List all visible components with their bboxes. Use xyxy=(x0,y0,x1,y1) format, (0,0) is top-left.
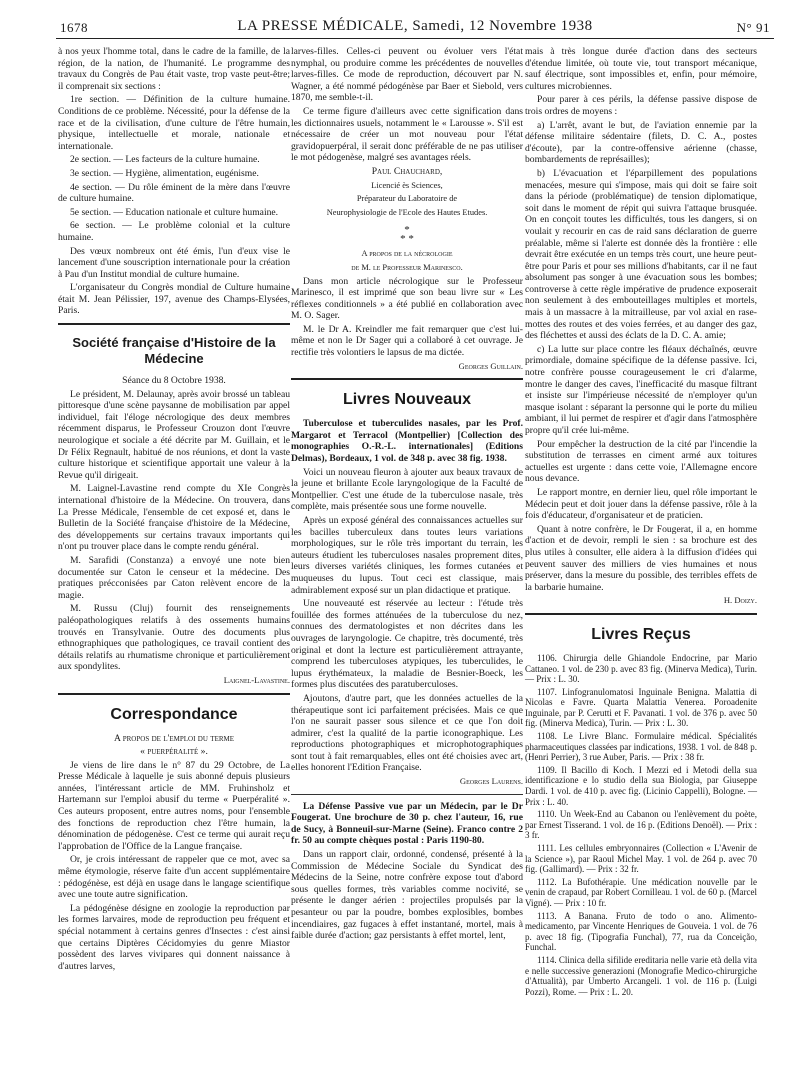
paragraph: M. Sarafidi (Constanza) a envoyé une note bien documentée sur Caton le censeur et la médecine. Des pratiques précconisées par Caton relèvent encore de la magie. xyxy=(58,554,290,601)
book-entry: 1110. Un Week-End au Cabanon ou l'enlèvement du poète, par Ernest Tisserand. 1 vol. de 16 p. (Editions Denoël). — Prix : 3 fr. xyxy=(525,809,757,841)
subheading: A propos de la nécrologie xyxy=(361,249,453,259)
signature: Georges Guillain. xyxy=(458,360,523,371)
paragraph: b) L'évacuation et l'éparpillement des populations menacées, mesure qui s'impose, mais qui doit se faire soit dans la période (problématique) de tension diplomatique, soit dans le moment de répit qui suivra l'attaque brusquée. On en conçoit toutes les difficultés, tous les dangers, si on voulait y recourir en cas de raid sans déclaration de guerre préalable, même si l'alerte est donnée dès la frontière : elle devrait être exécutée en un temps très court, une heure peut-être pour Paris et pour ses millions d'habitants, car il ne faut absolument pas songer à une évacuation sous les bombes; controverse à cette règle impérative de prudence exposerait non seulement à des embouteillages multiples et mortels, mais à un massacre à la mitrailleuse, par vol axial en rase-mottes des routes et des voies ferrées, et au danger des gaz, des fléchettes et aussi des éclats de la D. C. A. amie; xyxy=(525,167,757,342)
paragraph: Dans mon article nécrologique sur le Professeur Marinesco, il est imprimé que son beau livre sur « Les réflexes conditionnels » a été publié en collaboration avec M. O. Sager. xyxy=(291,275,523,322)
subheading: A propos de l'emploi du terme xyxy=(113,732,235,744)
subheading: « puerpéralité ». xyxy=(140,746,208,758)
section-item: 5e section. — Education nationale et culture humaine. xyxy=(70,206,279,218)
page-header xyxy=(60,14,770,36)
section-item: 3e section. — Hygiène, alimentation, eugénisme. xyxy=(70,167,259,179)
paragraph: Quant à notre confrère, le Dr Fougerat, il a, en homme d'action et de devoir, rempli le sien : sa brochure est des plus utiles à consulter, elle aidera à la diffusion d'idées qui peuvent sauver des milliers de vies humaines et nous préserver, dans la mesure du possible, des terribles effets de la barbarie humaine. xyxy=(525,523,757,593)
paragraph: M. Russu (Cluj) fournit des renseignements paléopathologiques relatifs à des ossements humains trouvés en Transylvanie. Outre des documents plus ethnographiques que pathologiques, ce travail contient des détails relatifs au rhumatisme chronique et particulièrement aux spondylites. xyxy=(58,603,290,673)
section-item: 1re section. — Définition de la culture humaine. Conditions de ce problème. Nécessité, pour la défense de la race et de la civilisation, d'une culture de l'être humain, physique, intellectuelle et morale, nationale et internationale. xyxy=(58,94,290,152)
paragraph: larves-filles. Celles-ci peuvent ou évoluer vers l'état nymphal, ou produire comme les précédentes de nouvelles larves-filles. Ce mode de reproduction, découvert par N. Wagner, a été nommé pédogénèse par Baer et Siebold, vers 1870, me semble-t-il. xyxy=(291,46,523,104)
paragraph: Dans un rapport clair, ordonné, condensé, présenté à la Commission de Médecine Sociale du Syndicat des Médecins de la Seine, notre confrère expose tout d'abord sous quelles formes, très variables comme nocivité, se présente le danger aérien : projectiles propulsés par la pesanteur ou par la poudre, bombes explosibles, bombes incendiaires, gaz fugaces à effet instantané, mortel, mais à faible durée d'action; gaz persistants à effet mortel, lent, xyxy=(291,849,523,942)
paragraph: Pour parer à ces périls, la défense passive dispose de trois ordres de moyens : xyxy=(525,94,757,117)
paragraph: M. Laignel-Lavastine rend compte du XIe Congrès international d'histoire de la Médecine. On trouvera, dans La Presse Médicale, l'ensemble de cet exposé et, dans le Bulletin de la Société française d'histoire de la Médecine, des développements sur certains travaux importants qui n'ont pu trouver place dans le compte rendu général. xyxy=(58,483,290,553)
section-item: 4e section. — Du rôle éminent de la mère dans l'œuvre de culture humaine. xyxy=(58,181,290,205)
book-entry: 1111. Les cellules embryonnaires (Collection « L'Avenir de la Science »), par Raoul Michel May. 1 vol. de 264 p. avec 70 fig. (Gallimard). — Prix : 32 fr. xyxy=(525,843,757,875)
paragraph: Voici un nouveau fleuron à ajouter aux beaux travaux de la jeune et brillante Ecole laryngologique de la Faculté de Montpellier. C'est une étude de la tuberculose nasale, très complète, mais présentée sous une forme nouvelle. xyxy=(291,466,523,513)
intro-paragraph: à nos yeux l'homme total, dans le cadre de la famille, de la région, de la nation, de l'humanité. Le programme des travaux du Congrès de Pau était vaste, trop vaste peut-être; il comprenait six sections : xyxy=(58,46,290,92)
society-title: Société française d'Histoire de la Médecine xyxy=(72,335,276,367)
paragraph: Le rapport montre, en dernier lieu, quel rôle important le Médecin peut et doit jouer dans la défense passive, rôle à la fois d'éducateur, d'organisateur et de praticien. xyxy=(525,486,757,522)
paragraph: c) La lutte sur place contre les fléaux déchaînés, œuvre primordiale, domaine spécifique de la défense passive. Ici, notre confrère pousse courageusement le cri d'alarme, montre le danger des caves, l'inefficacité du masque filtrant et insiste sur l'impérieuse nécessité de n'employer qu'un masque isolant : séparant la personne qui le porte du milieu ambiant, il lui permet de respirer et d'agir dans l'atmosphère propre qu'il crée lui-même. xyxy=(525,343,757,436)
paragraph: La pédogénèse désigne en zoologie la reproduction par les formes larvaires, mode de reproduction peu fréquent et spécial notamment à certains genres d'Insectes : c'est ainsi que certains Diptères Cécidomyies du genre Miastor possèdent des larves vivipares qui donnent naissance à d'autres larves, xyxy=(58,902,290,972)
column-1 xyxy=(58,46,290,974)
paragraph: Ce terme figure d'ailleurs avec cette signification dans les dictionnaires usuels, notamment le « Larousse ». S'il est nécessaire de créer un mot nouveau pour l'état gravidopuerpéral, il serait donc préférable de ne pas utiliser le mot pédogenèse, malgré ses avantages réels. xyxy=(291,105,523,164)
book-entry: 1113. A Banana. Fruto de todo o ano. Alimento-medicamento, par Vincente Henriques de Gouveia. 1 vol. de 76 p. avec 18 fig. (Tipografia Funchal), 77, rua da Conceição, Funchal. xyxy=(525,910,757,953)
divider xyxy=(58,323,290,325)
livres-recus-title: Livres Reçus xyxy=(591,625,691,643)
journal-title: LA PRESSE MÉDICALE, Samedi, 12 Novembre 1938 xyxy=(237,18,593,34)
book-entry: 1107. Linfogranulomatosi Inguinale Benigna. Malattia di Nicolas e Favre. Quarta Malattia Venerea. Poroadenite Inguinale, par P. Cerutti et F. Pavanati. 1 vol. de 376 p. avec 50 fig. (Minerva Medica), Turin. — Prix : L. 30. xyxy=(525,686,757,729)
section-item: 2e section. — Les facteurs de la culture humaine. xyxy=(70,154,260,166)
book-entry: 1114. Clinica della sifilide ereditaria nelle varie età della vita e nelle successive generazioni (Monografie Medico-chirurgiche d'Attualità), par Umberto Arcangeli. 1 vol. de 116 p. (Luigi Pozzi), Rome. — Prix : L. 20. xyxy=(525,954,757,997)
paragraph: Or, je crois intéressant de rappeler que ce mot, avec sa même étymologie, réserve faite d'un accent supplémentaire : pédogénèse, est déjà en usage dans le langage scientifique avec une toute autre signification. xyxy=(58,854,290,901)
paragraph: Une nouveauté est réservée au lecteur : l'étude très fouillée des formes atténuées de la tuberculose du nez, connues des dermatologistes et non décrites dans les ouvrages de laryngologie. Ce chapitre, très documenté, très original et dont la lecture est particulièrement attrayante, comprend les tuberculoses atypiques, les tuberculides, le lupus érythémateux, la maladie de Besnier-Boeck, les formes plus discutées des paratuberculoses. xyxy=(291,598,523,691)
paragraph: Le président, M. Delaunay, après avoir brossé un tableau pittoresque d'une scène paysanne de mobilisation par appel individuel, fait l'éloge nécrologique des deux membres récemment disparus, le Professeur Crouzon dont l'œuvre neurologique et sociale a été décrite par M. Guillain, et le Dr Félix Regnault, habitué de nos réunions, et dont la vaste culture historique et scientifique apportait une valeur à la Revue qu'il dirigeait. xyxy=(58,388,290,481)
paragraph: Des vœux nombreux ont été émis, l'un d'eux vise le lancement d'une souscription internationale pour la création à Pau d'un Institut mondial de culture humaine. xyxy=(58,245,290,280)
signature: H. Doizy. xyxy=(723,595,757,606)
issue-number: N° 91 xyxy=(736,20,770,35)
book-entry: 1106. Chirurgia delle Ghiandole Endocrine, par Mario Cattaneo. 1 vol. de 230 p. avec 83 fig. (Minerva Medica), Turin. — Prix : L. 30. xyxy=(525,652,757,685)
paragraph: L'organisateur du Congrès mondial de Culture humaine était M. Jean Pélissier, 197, avenue des Champs-Elysées, Paris. xyxy=(58,282,290,317)
paragraph: Après un exposé général des connaissances actuelles sur les bacilles tuberculeux dans toutes leurs variations morphologiques, sur le rôle très important du terrain, les auteurs étudient les tuberculoses nasales proprement dites, leurs diverses variétés cliniques, les formes cutanées et muqueuses du lupus. Tout ceci est classique, mais admirablement exposé sur un plan didactique et pratique. xyxy=(291,515,523,596)
paragraph: Pour empêcher la destruction de la cité par l'incendie la substitution de terrasses en ciment armé aux toitures actuelles est urgente : dans cette voie, l'Allemagne encore nous devance. xyxy=(525,438,757,485)
book-entry: 1108. Le Livre Blanc. Formulaire médical. Spécialités pharmaceutiques classées par indications, 1938. 1 vol. de 848 p. (Henri Perrier), 3 rue Auber, Paris. — Prix : 38 fr. xyxy=(525,731,757,763)
column-3 xyxy=(525,46,757,999)
divider xyxy=(58,693,290,695)
header-rule xyxy=(56,38,774,39)
paragraph: Ajoutons, d'autre part, que les données actuelles de la thérapeutique sont ici parfaitement précisées. Mais ce que l'on ne saurait passer sous silence et ce que l'on doit admirer, c'est la qualité de la partie iconographique. Les reproductions photographiques et microphotographiques sont tout à fait remarquables, elles ont été choisies avec art, elles honorent l'Edition Française. xyxy=(291,692,523,774)
signature: Georges Laurens. xyxy=(459,776,523,787)
book-heading: Tuberculose et tuberculides nasales, par les Prof. Margarot et Terracol (Montpellier) [Collection des monographies O.-R.-L. internationales] (Editions Delmas), Bordeaux, 1 vol. de 348 p. avec 38 fig. 1938. xyxy=(291,418,523,465)
signature-title: Neurophysiologie de l'Ecole des Hautes Etudes. xyxy=(326,207,488,217)
signature-title: Préparateur du Laboratoire de xyxy=(356,194,458,204)
signature-title: Licencié ès Sciences, xyxy=(371,180,443,190)
divider xyxy=(291,794,523,795)
asterism: * * * xyxy=(400,224,414,246)
divider xyxy=(525,613,757,615)
book-entry: 1112. La Bufothérapie. Une médication nouvelle par le venin de crapaud, par Robert Cornilleau. 1 vol. de 60 p. (Marcel Vigné). — Prix : 10 fr. xyxy=(525,876,757,908)
paragraph: mais à très longue durée d'action dans des secteurs d'étendue limitée, où toute vie, tout transport mécanique, sauf électrique, sont impossibles et, enfin, pour mémoire, cultures microbiennes. xyxy=(525,46,757,92)
divider xyxy=(291,378,523,380)
signature: Laignel-Lavastine. xyxy=(223,674,290,685)
section-item: 6e section. — Le problème colonial et la culture humaine. xyxy=(58,220,290,243)
session-date: Séance du 8 Octobre 1938. xyxy=(122,375,226,387)
paragraph: a) L'arrêt, avant le but, de l'aviation ennemie par la défense militaire sédentaire (filets, D. C. A., postes d'écoute), par la contre-offensive aérienne (chasse, bombardements de représailles); xyxy=(525,119,757,166)
paragraph: Je viens de lire dans le n° 87 du 29 Octobre, de La Presse Médicale à laquelle je suis abonné depuis plusieurs années, l'intéressant article de MM. Fruhinsholz et Hartemann sur l'emploi abusif du terme « Puerpéralité ». Ces auteurs proposent, entre autres noms, pour l'ensemble des fonctions de reproduction chez l'être humain, la dénomination de pédogenèse. C'est ce terme qui aurait reçu l'approbation de l'Office de la Langue française. xyxy=(58,759,290,852)
livres-nouveaux-title: Livres Nouveaux xyxy=(342,391,472,409)
column-2 xyxy=(291,46,523,944)
correspondance-title: Correspondance xyxy=(110,705,238,723)
book-heading: La Défense Passive vue par un Médecin, par le Dr Fougerat. Une brochure de 30 p. chez l'auteur, 16, rue de Sucy, à Bonneuil-sur-Marne (Seine). Franco contre 2 fr. 50 au compte chèques postal : Paris 1190-80. xyxy=(291,800,523,847)
subheading: de M. le Professeur Marinesco. xyxy=(351,262,463,272)
paragraph: M. le Dr A. Kreindler me fait remarquer que c'est lui-même et non le Dr Sager qui a collaboré à cet ouvrage. Je rectifie très volontiers le lapsus de ma dictée. xyxy=(291,323,523,359)
signature-name: Paul Chauchard, xyxy=(371,165,443,177)
page-number: 1678 xyxy=(60,20,88,35)
book-entry: 1109. Il Bacillo di Koch. I Mezzi ed i Metodi della sua identificazione e lo studio della sua Biologia, par Giuseppe Dardi. 1 vol. de 410 p. avec fig. (Licinio Cappelli), Bologne. — Prix : L. 40. xyxy=(525,764,757,807)
